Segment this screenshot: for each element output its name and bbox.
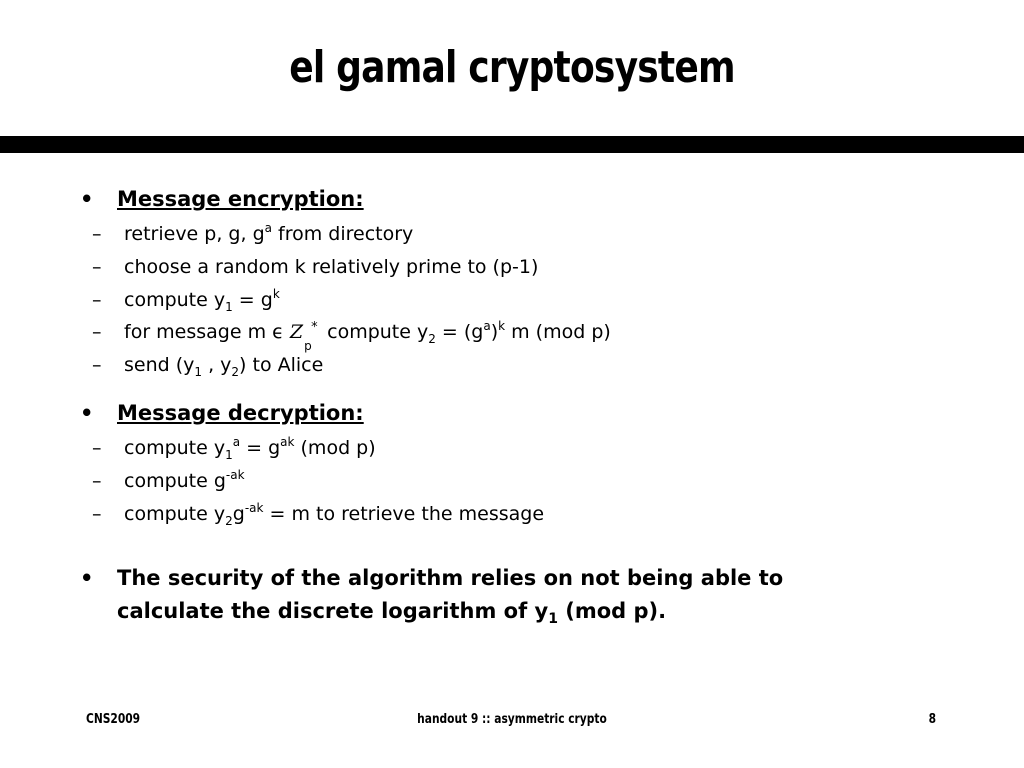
dash-icon: –	[92, 288, 102, 311]
bullet-icon: •	[80, 566, 94, 591]
decryption-steps	[80, 432, 940, 530]
page-number: 8	[928, 712, 936, 727]
title-divider	[0, 136, 1024, 153]
step-retrieve: – retrieve p, g, $g^a$ from directory	[80, 218, 940, 251]
decryption-heading: Message decryption:	[117, 400, 364, 425]
step-send: – send ($y_1$ , $y_2$) to Alice	[80, 349, 940, 382]
step-choose-k: – choose a random k relatively prime to (p-1)	[80, 251, 940, 284]
slide-title: el gamal cryptosystem	[289, 42, 735, 93]
step-compute-y2: – for message m ϵ Z p * compute $y_2 = (g^a)^k$ m (mod p)	[80, 316, 940, 349]
slide-content	[80, 183, 940, 628]
step-compute-y1a: – compute $y_1^a = g^{ak}$ (mod p)	[80, 432, 940, 465]
dash-icon: –	[92, 321, 102, 344]
security-line-1: The security of the algorithm relies on not being able to	[117, 566, 784, 591]
bullet-icon: •	[80, 400, 94, 425]
encryption-heading: Message encryption:	[117, 187, 364, 211]
footer-course: CNS2009	[86, 712, 141, 727]
dash-icon: –	[92, 255, 102, 278]
bullet-icon: •	[80, 187, 94, 211]
dash-icon: –	[92, 502, 102, 525]
dash-icon: –	[92, 354, 102, 377]
bullet-message-encryption	[80, 183, 940, 215]
zp-symbol: Z	[289, 321, 304, 344]
dash-icon: –	[92, 436, 102, 459]
step-compute-y1: – compute $y_1 = g^k$	[80, 284, 940, 317]
step-compute-g: – compute $g^{-ak}$	[80, 465, 940, 498]
dash-icon: –	[92, 223, 102, 245]
bullet-security-note	[80, 562, 940, 628]
bullet-message-decryption	[80, 397, 940, 429]
footer-handout: handout 9 :: asymmetric crypto	[417, 712, 607, 727]
dash-icon: –	[92, 469, 102, 492]
security-line-2: calculate the discrete logarithm of $y_1$ (mod p).	[117, 599, 667, 628]
step-retrieve-message: – compute $y_2g^{-ak} = m$ to retrieve the message	[80, 498, 940, 531]
encryption-steps	[80, 218, 940, 382]
